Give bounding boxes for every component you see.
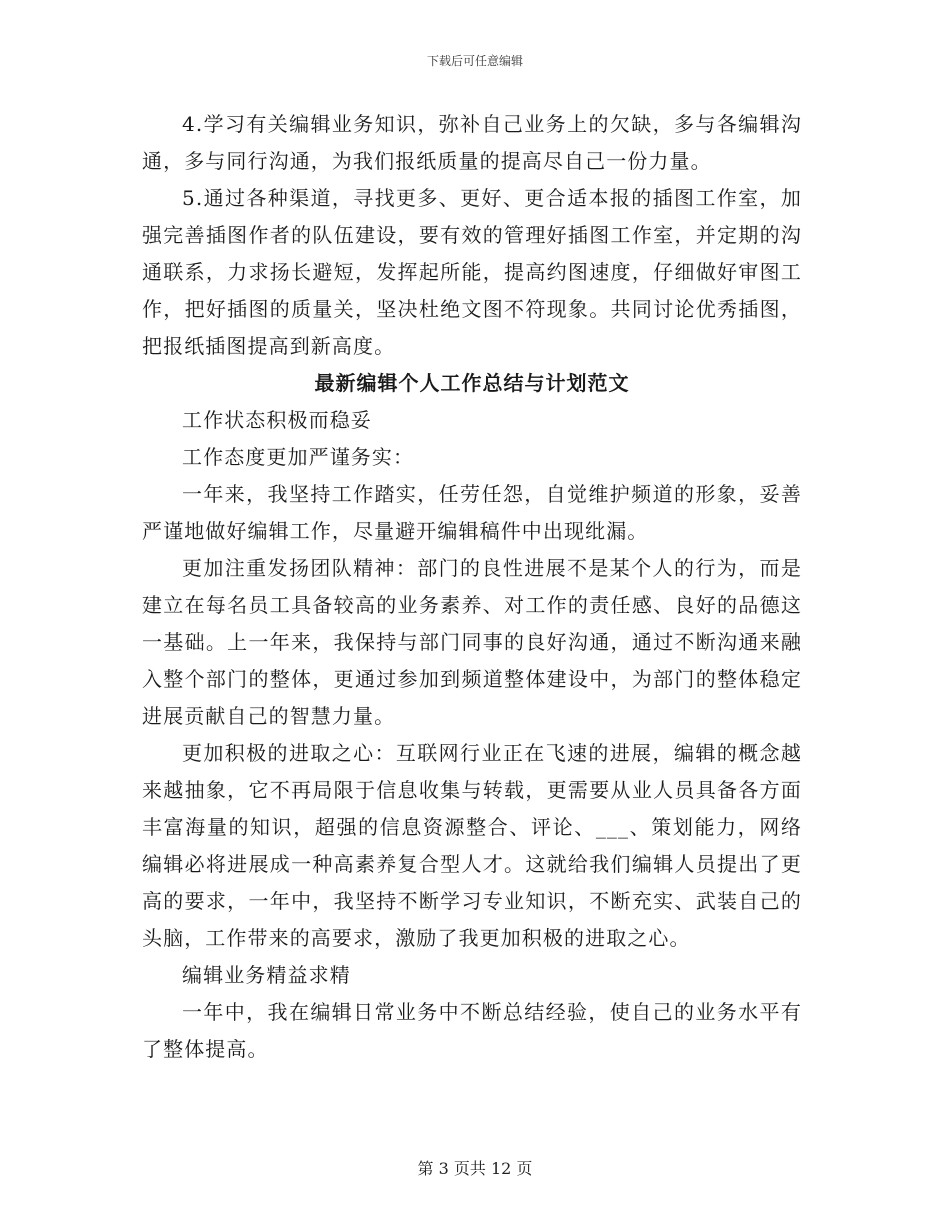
page-number-footer: 第 3 页共 12 页 — [417, 1159, 533, 1178]
paragraph-year-summary: 一年来，我坚持工作踏实，任劳任怨，自觉维护频道的形象，妥善严谨地做好编辑工作，尽量避开编辑稿件中出现纰漏。 — [142, 482, 802, 543]
paragraph-item-5: 5.通过各种渠道，寻找更多、更好、更合适本报的插图工作室，加强完善插图作者的队伍建设，要有效的管理好插图工作室，并定期的沟通联系，力求扬长避短，发挥起所能，提高约图速度，仔细做好审图工作，把好插图的质量关，坚决杜绝文图不符现象。共同讨论优秀插图，把报纸插图提高到新高度。 — [142, 186, 802, 358]
section-title: 最新编辑个人工作总结与计划范文 — [314, 371, 630, 395]
paragraph-work-attitude: 工作态度更加严谨务实： — [182, 445, 415, 469]
paragraph-item-4: 4.学习有关编辑业务知识，弥补自己业务上的欠缺，多与各编辑沟通，多与同行沟通，为我们报纸质量的提高尽自己一份力量。 — [142, 112, 802, 173]
paragraph-business-excellence: 编辑业务精益求精 — [182, 963, 351, 987]
paragraph-team-spirit: 更加注重发扬团队精神：部门的良性进展不是某个人的行为，而是建立在每名员工具备较高的业务素养、对工作的责任感、良好的品德这一基础。上一年来，我保持与部门同事的良好沟通，通过不断沟通来融入整个部门的整体，更通过参加到频道整体建设中，为部门的整体稳定进展贡献自己的智慧力量。 — [142, 556, 802, 728]
page-header: 下载后可任意编辑 — [426, 54, 523, 68]
document-body — [142, 106, 802, 1068]
paragraph-work-status: 工作状态积极而稳妥 — [182, 408, 372, 432]
paragraph-experience-summary: 一年中，我在编辑日常业务中不断总结经验，使自己的业务水平有了整体提高。 — [142, 1000, 802, 1061]
paragraph-progressive-mind: 更加积极的进取之心：互联网行业正在飞速的进展，编辑的概念越来越抽象，它不再局限于信息收集与转载，更需要从业人员具备各方面丰富海量的知识，超强的信息资源整合、评论、___、策划能力，网络编辑必将进展成一种高素养复合型人才。这就给我们编辑人员提出了更高的要求，一年中，我坚持不断学习专业知识，不断充实、武装自己的头脑，工作带来的高要求，激励了我更加积极的进取之心。 — [142, 741, 802, 950]
